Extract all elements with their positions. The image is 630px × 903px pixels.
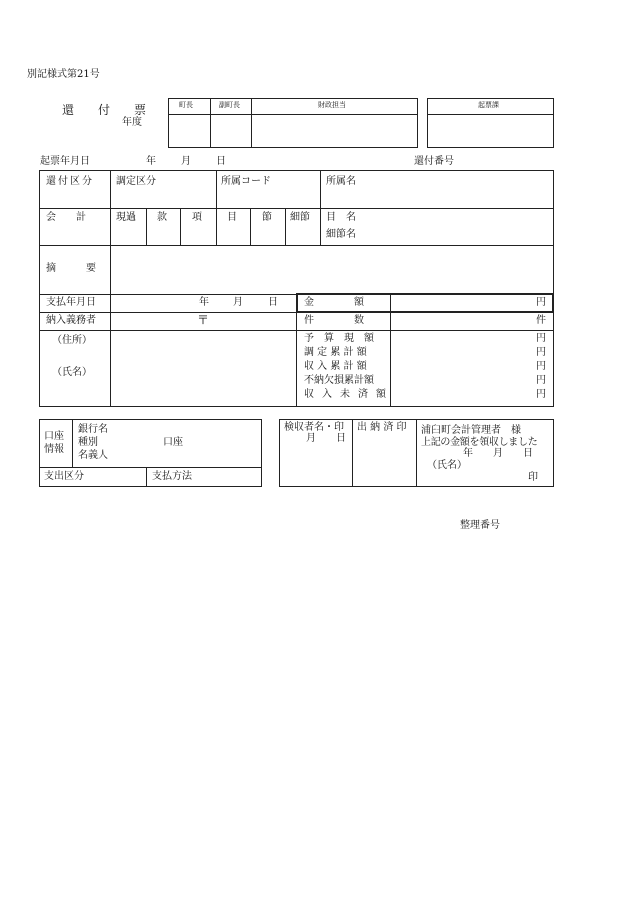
account-info-label-2: 情報: [44, 444, 64, 455]
issue-month: 月: [181, 156, 191, 167]
account-info-label-1: 口座: [44, 431, 64, 442]
form-number: 別記様式第21号: [27, 69, 100, 80]
income-unit: 円: [536, 361, 546, 372]
account-holder-label: 名義人: [78, 450, 108, 461]
issue-day: 日: [216, 156, 226, 167]
receipt-name-label: （氏名）: [427, 460, 467, 471]
account-type-label: 種別: [78, 437, 98, 448]
payment-class-label: 支出区分: [44, 471, 84, 482]
fiscal-year-label: 年度: [122, 117, 142, 128]
approval-finance: 財政担当: [318, 101, 346, 109]
payment-day: 日: [268, 297, 278, 308]
count-label: 件 数: [304, 315, 364, 326]
current-past-label: 現過: [116, 212, 136, 223]
paid-stamp-label: 出 納 済 印: [357, 422, 407, 433]
payment-date-label: 支払年月日: [46, 297, 96, 308]
amount-label: 金 額: [304, 297, 364, 308]
amount-unit: 円: [536, 297, 546, 308]
bank-name-label: 銀行名: [78, 424, 108, 435]
approval-deputy-mayor: 副町長: [219, 101, 240, 109]
saisetsu-label: 細節: [290, 212, 310, 223]
summary-label: 摘 要: [46, 263, 106, 274]
payer-label: 納入義務者: [46, 315, 96, 326]
account-label: 会 計: [46, 212, 86, 223]
receipt-date: 年 月 日: [463, 448, 533, 459]
address-label: （住所）: [52, 335, 92, 346]
payment-month: 月: [233, 297, 243, 308]
postal-mark: 〒: [197, 313, 210, 327]
count-unit: 件: [536, 315, 546, 326]
payment-year: 年: [199, 297, 209, 308]
deficit-unit: 円: [536, 375, 546, 386]
deficit-total-label: 不納欠損累計額: [304, 375, 374, 386]
payment-method-label: 支払方法: [152, 471, 192, 482]
moku-name-label: 目 名: [326, 212, 356, 223]
inspector-label: 検収者名・印: [284, 422, 344, 433]
refund-class-label: 還付区分: [46, 176, 94, 187]
setsu-label: 節: [262, 212, 272, 223]
inspector-date: 月 日: [306, 433, 346, 444]
dept-code-label: 所属コード: [221, 176, 271, 187]
uncollected-label: 収 入 未 済 額: [304, 389, 385, 400]
dept-name-label: 所属名: [326, 176, 356, 187]
form-title: 還 付 票: [62, 103, 153, 117]
adjust-total-label: 調 定 累 計 額: [304, 347, 367, 358]
reference-number-label: 整理番号: [460, 520, 500, 531]
refund-number-label: 還付番号: [414, 156, 454, 167]
name-label: （氏名）: [52, 367, 92, 378]
seal-label: 印: [528, 472, 538, 483]
accounting-manager-label: 浦臼町会計管理者 様: [421, 425, 521, 436]
saisetsu-name-label: 細節名: [326, 229, 356, 240]
approval-mayor: 町長: [179, 101, 193, 109]
moku-label: 目: [227, 212, 237, 223]
uncollected-unit: 円: [536, 389, 546, 400]
receipt-statement: 上記の金額を領収しました: [421, 437, 538, 448]
dept-label: 起票課: [478, 101, 499, 109]
income-total-label: 収 入 累 計 額: [304, 361, 367, 372]
kou-label: 項: [192, 212, 202, 223]
budget-unit: 円: [536, 333, 546, 344]
issue-year: 年: [146, 156, 156, 167]
adjust-unit: 円: [536, 347, 546, 358]
adjust-class-label: 調定区分: [116, 176, 156, 187]
account-number-label: 口座: [163, 437, 183, 448]
issue-date-label: 起票年月日: [40, 156, 90, 167]
budget-amount-label: 予 算 現 額: [304, 333, 374, 344]
kan-label: 款: [157, 212, 167, 223]
approval-box: [168, 98, 418, 148]
